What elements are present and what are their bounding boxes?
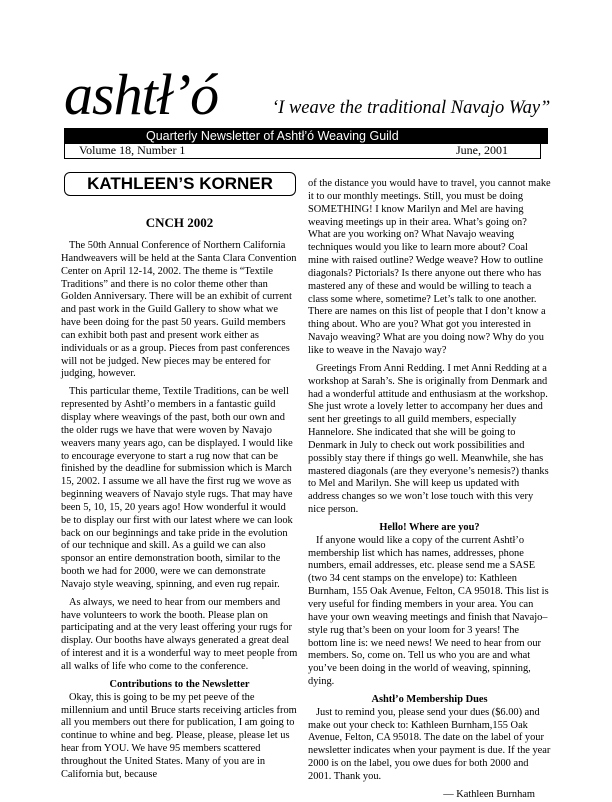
signature: — Kathleen Burnham — [443, 788, 535, 800]
newsletter-banner: Quarterly Newsletter of Ashtł’ó Weaving Guild — [64, 128, 548, 144]
column-left — [61, 216, 298, 787]
cnch-paragraph: The 50th Annual Conference of Northern California Handweavers will be held at the Santa Clara Convention Center on April 12-14, 2002. The theme is “Textile Traditions” and there is no color theme other than Golden Anniversary. There will be an exhibit of current and past work in the Guild Gallery to show what we have been doing for the past 50 years. Guild members can exhibit both past and present work either as individuals or as a group. Pieces from past conferences will not be judged. New pieces may be entered for judging, however. — [61, 240, 297, 380]
tagline: ‘I weave the traditional Navajo Way” — [272, 98, 551, 118]
greetings-paragraph: Greetings From Anni Redding. I met Anni Redding at a workshop at Sarah’s. She is originally from Denmark and had a wonderful attitude and enthusiasm at the workshop. She just wrote a lovely letter to accompany her dues and sent her greetings to all guild members, especially Hannelore. She indicated that she will be going to Denmark in July to check out work possibilities and possibly stay there if things go well. Meanwhile, she has mastered diagonals (are they everyone’s nemesis?) thanks to Mel and Marilyn. She will keep us updated with address changes so we won’t lose touch with this very nice person. — [308, 362, 549, 516]
dues-heading: Ashtł’o Membership Dues — [371, 693, 488, 705]
contributions-heading: Contributions to the Newsletter — [109, 678, 250, 690]
volume-date-bar — [64, 143, 541, 159]
issue-date: June, 2001 — [456, 143, 508, 157]
contributions-paragraph: Okay, this is going to be my pet peeve of the millennium and until Bruce starts receiving articles from all you members out there for publication, I am going to continue to whine and beg. Please, please, please let us hear from YOU. We have 95 members scattered throughout the United States. Many of you are in California but, because — [61, 691, 297, 780]
volume-number: Volume 18, Number 1 — [79, 143, 186, 157]
newsletter-logo-title: ashtł’ó — [64, 62, 219, 127]
cnch-paragraph: This particular theme, Textile Traditions, can be well represented by Ashtł’o members in a fantastic guild display where weavings of the past, both our own and the older rugs we have that were woven by Navajo weavers many years ago, can be displayed. I would like to encourage everyone to start a rug now that can be finished by the deadline for submission which is March 15, 2002. I assume we all have the first rug we wove as beginning weavers of Navajo style rugs. That may have been 5, 10, 15, 20 years ago! How wonderful it would be to display our first with our latest where we can look back on our beginnings and take pride in the evolution of our technique and skill. As a guild we can also sponsor an entire demonstration booth, similar to the booth we had for 2000, were we can demonstrate Navajo style weaving, spinning, and even rug repair. — [61, 386, 293, 590]
cnch-heading: CNCH 2002 — [145, 215, 214, 230]
continued-paragraph: of the distance you would have to travel, you cannot make it to our monthly meetings. Still, you must be doing SOMETHING! I know Marilyn and Mel are having weaving meetings up in their area. What’s going on? What are you working on? What Navajo weaving techniques would you like to learn more about? Coal mine with raised outline? Wedge weave? How to outline diagonals? Pictorials? Is there anyone out there who has mastered any of these and would be willing to teach a class some where, sometime? Let’s talk to one another. There are names on this list of people that I don’t know a thing about. Who are you? What got you interested in Navajo weaving? What are you doing now? Why do you like to weave in the Navajo way? — [308, 178, 551, 356]
column-right — [308, 178, 551, 802]
hello-paragraph: If anyone would like a copy of the current Ashtł’o membership list which has names, addresses, phone numbers, email addresses, etc. please send me a SASE (two 34 cent stamps on the envelope) to: Kathleen Burnham, 155 Oak Avenue, Felton, CA 95018. This list is very useful for finding members in your area. You can have your own weaving meetings and finish that Navajo–style rug that’s been on your loom for 3 years! The bottom line is: we need news! We need to hear from our members. So, come on. Tell us who you are and what you’ve been doing in the world of weaving, spinning, dying. — [308, 534, 549, 688]
section-title: KATHLEEN’S KORNER — [64, 172, 296, 196]
hello-heading: Hello! Where are you? — [379, 521, 480, 533]
dues-paragraph: Just to remind you, please send your dues ($6.00) and make out your check to: Kathleen Burnham,155 Oak Avenue, Felton, CA 95018. The date on the label of your newsletter indicates when your payment is due. If the year 2000 is on the label, you owe dues for both 2000 and 2001. Thank you. — [308, 706, 551, 782]
cnch-paragraph: As always, we need to hear from our members and have volunteers to work the booth. Please plan on participating and at the very least offering your rugs for display. Our booths have always generated a great deal of interest and it is a wonderful way to meet people from all walks of life who come to the conference. — [61, 596, 298, 672]
